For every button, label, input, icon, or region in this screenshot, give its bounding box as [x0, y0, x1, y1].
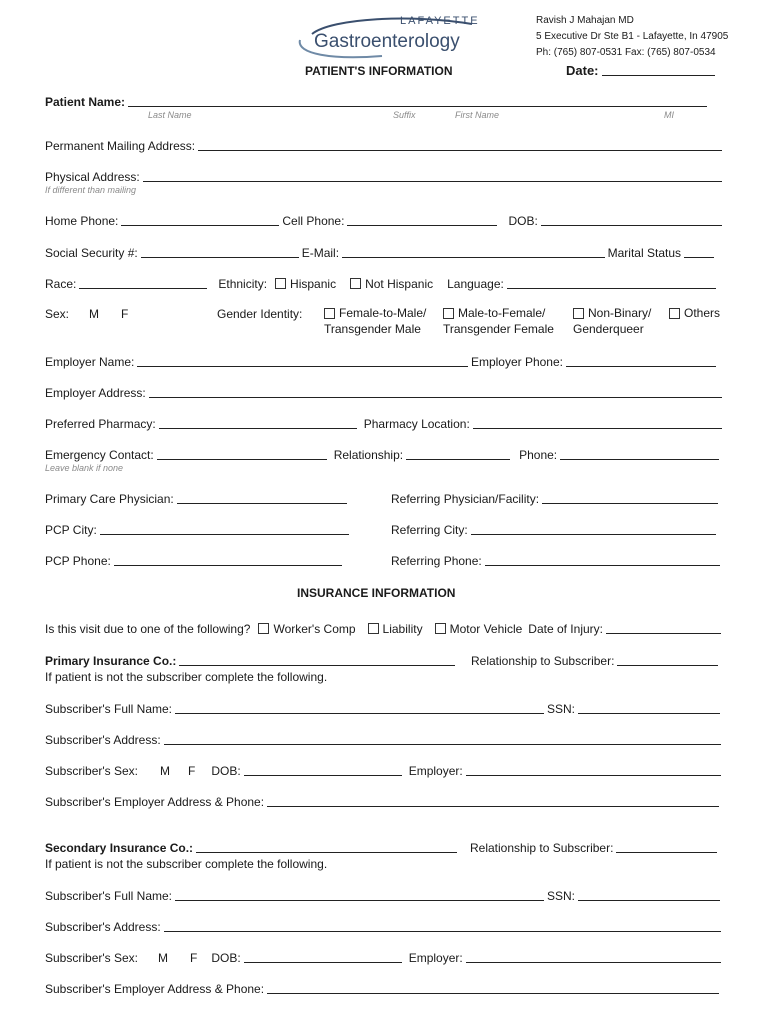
clinic-phone-fax: Ph: (765) 807-0531 Fax: (765) 807-0534 [536, 47, 716, 58]
referring-field[interactable] [542, 491, 718, 504]
ethnicity-label: Ethnicity: [218, 277, 268, 291]
secondary-sex-f[interactable]: F [190, 951, 198, 965]
mailing-address-row [45, 138, 725, 153]
gi-nb-sublabel: Genderqueer [573, 322, 644, 336]
employer-name-label: Employer Name: [45, 355, 135, 369]
secondary-sub-sex-row [45, 950, 724, 965]
secondary-sub-emp-field[interactable] [267, 981, 719, 994]
primary-sub-name-label: Subscriber's Full Name: [45, 702, 172, 716]
primary-rel-field[interactable] [617, 653, 718, 666]
not-hispanic-label: Not Hispanic [365, 277, 434, 291]
pcp-city-field[interactable] [100, 522, 349, 535]
gi-others-checkbox[interactable] [669, 308, 680, 319]
emergency-field[interactable] [157, 447, 327, 460]
primary-sex-m[interactable]: M [160, 764, 170, 778]
hispanic-label: Hispanic [290, 277, 337, 291]
primary-note: If patient is not the subscriber complete the following. [45, 670, 328, 684]
ref-phone-field[interactable] [485, 553, 720, 566]
ref-city-field[interactable] [471, 522, 716, 535]
primary-sub-name-row [45, 701, 723, 716]
gi-nb-label: Non-Binary/ [588, 306, 652, 320]
not-hispanic-checkbox[interactable] [350, 278, 361, 289]
email-label: E-Mail: [301, 246, 340, 260]
sex-label: Sex: [45, 307, 70, 321]
gi-ftm-label: Female-to-Male/ [339, 306, 427, 320]
relationship-label: Relationship: [333, 448, 404, 462]
gi-nb-checkbox[interactable] [573, 308, 584, 319]
primary-ssn-label: SSN: [546, 702, 575, 716]
secondary-insurance-label: Secondary Insurance Co.: [45, 841, 194, 855]
ref-phone-row [391, 553, 723, 568]
ref-city-row [391, 522, 719, 537]
injury-date-field[interactable] [606, 621, 721, 634]
primary-employer-field[interactable] [466, 763, 721, 776]
employer-row [45, 354, 719, 369]
emergency-phone-label: Phone: [519, 448, 558, 462]
secondary-ssn-field[interactable] [578, 888, 720, 901]
employer-address-row [45, 385, 725, 400]
ref-city-label: Referring City: [391, 523, 468, 537]
date-field[interactable] [602, 63, 715, 76]
liability-option[interactable] [368, 622, 423, 636]
mailing-label: Permanent Mailing Address: [45, 139, 196, 153]
pcp-phone-label: PCP Phone: [45, 554, 111, 568]
primary-ssn-field[interactable] [578, 701, 720, 714]
primary-sub-sex-label: Subscriber's Sex: [45, 764, 138, 778]
gi-others-option[interactable] [669, 305, 720, 321]
doctor-name: Ravish J Mahajan MD [536, 15, 634, 26]
dob-field[interactable] [541, 213, 722, 226]
primary-sub-emp-label: Subscriber's Employer Address & Phone: [45, 795, 265, 809]
primary-insurance-label: Primary Insurance Co.: [45, 654, 177, 668]
patient-name-row [45, 94, 710, 109]
gi-nb-option[interactable] [573, 305, 651, 337]
secondary-note: If patient is not the subscriber complete the following. [45, 857, 328, 871]
primary-sub-address-label: Subscriber's Address: [45, 733, 161, 747]
pcp-city-label: PCP City: [45, 523, 97, 537]
gender-identity-label: Gender Identity: [217, 307, 303, 321]
emergency-phone-field[interactable] [560, 447, 719, 460]
pcp-row [45, 491, 350, 506]
hispanic-option[interactable] [275, 277, 336, 291]
phone-row [45, 213, 725, 228]
date-label: Date: [566, 63, 599, 78]
secondary-sub-address-label: Subscriber's Address: [45, 920, 161, 934]
primary-sub-address-field[interactable] [164, 732, 721, 745]
patient-name-field[interactable] [128, 94, 707, 107]
workers-comp-option[interactable] [258, 622, 355, 636]
ssn-field[interactable] [141, 245, 299, 258]
secondary-sex-m[interactable]: M [158, 951, 168, 965]
pcp-field[interactable] [177, 491, 347, 504]
relationship-field[interactable] [406, 447, 510, 460]
marital-label: Marital Status [607, 246, 681, 260]
language-label: Language: [447, 277, 504, 291]
cell-phone-field[interactable] [347, 213, 497, 226]
secondary-sub-name-field[interactable] [175, 888, 544, 901]
primary-insurance-row [45, 653, 458, 668]
referring-label: Referring Physician/Facility: [391, 492, 540, 506]
ssn-email-row [45, 245, 717, 260]
primary-rel-label: Relationship to Subscriber: [471, 654, 615, 668]
primary-sub-sex-row [45, 763, 724, 778]
liability-checkbox[interactable] [368, 623, 379, 634]
dob-label: DOB: [508, 214, 538, 228]
pcp-phone-row [45, 553, 345, 568]
mailing-field[interactable] [198, 138, 722, 151]
secondary-sub-name-label: Subscriber's Full Name: [45, 889, 172, 903]
gi-mtf-option[interactable] [443, 305, 554, 337]
gi-mtf-label: Male-to-Female/ [458, 306, 546, 320]
secondary-employer-field[interactable] [466, 950, 721, 963]
primary-sub-address-row [45, 732, 724, 747]
primary-rel-row [471, 653, 721, 668]
employer-address-label: Employer Address: [45, 386, 146, 400]
primary-dob-label: DOB: [211, 764, 241, 778]
logo-main: Gastroenterology [314, 31, 460, 52]
emergency-label: Emergency Contact: [45, 448, 154, 462]
employer-address-field[interactable] [149, 385, 722, 398]
gi-mtf-sublabel: Transgender Female [443, 322, 554, 336]
liability-label: Liability [382, 622, 423, 636]
secondary-sub-emp-label: Subscriber's Employer Address & Phone: [45, 982, 265, 996]
race-field[interactable] [79, 276, 207, 289]
primary-sub-name-field[interactable] [175, 701, 544, 714]
emergency-row [45, 447, 722, 462]
marital-field[interactable] [684, 245, 714, 258]
hint-suffix: Suffix [393, 110, 416, 120]
employer-name-field[interactable] [137, 354, 468, 367]
motor-vehicle-checkbox[interactable] [435, 623, 446, 634]
gi-ftm-sublabel: Transgender Male [324, 322, 421, 336]
hispanic-checkbox[interactable] [275, 278, 286, 289]
pcp-phone-field[interactable] [114, 553, 342, 566]
primary-sub-emp-field[interactable] [267, 794, 719, 807]
secondary-sub-emp-row [45, 981, 722, 996]
referring-row [391, 491, 721, 506]
gi-ftm-checkbox[interactable] [324, 308, 335, 319]
race-label: Race: [45, 277, 77, 291]
injury-date-label: Date of Injury: [528, 622, 603, 636]
gi-mtf-checkbox[interactable] [443, 308, 454, 319]
primary-dob-field[interactable] [244, 763, 402, 776]
secondary-rel-field[interactable] [616, 840, 717, 853]
motor-vehicle-option[interactable] [435, 622, 523, 636]
secondary-sub-name-row [45, 888, 723, 903]
pharmacy-label: Preferred Pharmacy: [45, 417, 156, 431]
logo [292, 10, 482, 62]
not-hispanic-option[interactable] [350, 277, 433, 291]
pharmacy-row [45, 416, 725, 431]
primary-employer-label: Employer: [408, 764, 463, 778]
secondary-employer-label: Employer: [408, 951, 463, 965]
hint-mi: MI [664, 110, 674, 120]
secondary-dob-label: DOB: [211, 951, 241, 965]
clinic-address: 5 Executive Dr Ste B1 - Lafayette, In 47905 [536, 31, 729, 42]
sex-f-option[interactable]: F [121, 307, 129, 321]
workers-comp-label: Worker's Comp [273, 622, 356, 636]
secondary-insurance-row [45, 840, 460, 855]
physical-label: Physical Address: [45, 170, 140, 184]
primary-insurance-field[interactable] [179, 653, 455, 666]
visit-question: Is this visit due to one of the following? [45, 622, 251, 636]
secondary-sub-address-row [45, 919, 724, 934]
secondary-ssn-label: SSN: [546, 889, 575, 903]
insurance-title: INSURANCE INFORMATION [297, 586, 456, 600]
primary-sex-f[interactable]: F [188, 764, 196, 778]
employer-phone-label: Employer Phone: [470, 355, 563, 369]
emergency-hint: Leave blank if none [45, 463, 124, 473]
language-field[interactable] [507, 276, 716, 289]
pharmacy-location-label: Pharmacy Location: [363, 417, 470, 431]
sex-m-option[interactable]: M [89, 307, 99, 321]
cell-phone-label: Cell Phone: [282, 214, 345, 228]
physical-address-row [45, 169, 725, 184]
ssn-label: Social Security #: [45, 246, 138, 260]
secondary-rel-label: Relationship to Subscriber: [470, 841, 614, 855]
pcp-city-row [45, 522, 352, 537]
physical-hint: If different than mailing [45, 185, 137, 195]
workers-comp-checkbox[interactable] [258, 623, 269, 634]
clinic-info [536, 13, 728, 61]
date-row [566, 63, 718, 78]
secondary-rel-row [470, 840, 720, 855]
motor-vehicle-label: Motor Vehicle [449, 622, 523, 636]
race-row [45, 276, 719, 291]
home-phone-field[interactable] [121, 213, 279, 226]
hint-last-name: Last Name [148, 110, 192, 120]
secondary-sub-sex-label: Subscriber's Sex: [45, 951, 138, 965]
secondary-dob-field[interactable] [244, 950, 402, 963]
secondary-insurance-field[interactable] [196, 840, 457, 853]
home-phone-label: Home Phone: [45, 214, 119, 228]
gi-ftm-option[interactable] [324, 305, 426, 337]
page-title: PATIENT'S INFORMATION [305, 64, 453, 78]
pcp-label: Primary Care Physician: [45, 492, 174, 506]
physical-field[interactable] [143, 169, 722, 182]
employer-phone-field[interactable] [566, 354, 716, 367]
logo-top: LAFAYETTE [400, 15, 480, 27]
email-field[interactable] [342, 245, 605, 258]
pharmacy-location-field[interactable] [473, 416, 722, 429]
patient-name-label: Patient Name: [45, 95, 126, 109]
visit-cause-row [45, 621, 724, 636]
secondary-sub-address-field[interactable] [164, 919, 721, 932]
pharmacy-field[interactable] [159, 416, 357, 429]
hint-first-name: First Name [455, 110, 500, 120]
primary-sub-emp-row [45, 794, 722, 809]
gi-others-label: Others [684, 306, 721, 320]
ref-phone-label: Referring Phone: [391, 554, 482, 568]
